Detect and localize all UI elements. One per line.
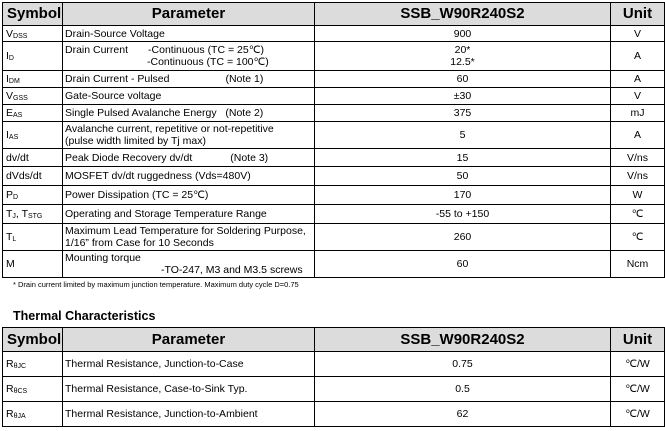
value-cell: 62 <box>315 402 611 427</box>
absolute-maximum-ratings-table <box>2 2 665 278</box>
table-row <box>3 71 665 88</box>
header-unit: Unit <box>611 3 665 26</box>
symbol-cell: $T_L$ <box>3 224 63 251</box>
value-cell: 900 <box>315 26 611 42</box>
parameter-cell: Drain-Source Voltage <box>63 26 315 42</box>
value-cell: 0.5 <box>315 377 611 402</box>
table-row <box>3 167 665 186</box>
table-row <box>3 26 665 42</box>
unit-cell: mJ <box>611 105 665 122</box>
unit-cell: A <box>611 71 665 88</box>
symbol-cell: $R_{\theta CS}$ <box>3 377 63 402</box>
symbol-cell: $E_{AS}$ <box>3 105 63 122</box>
unit-cell: V/ns <box>611 149 665 167</box>
unit-cell: A <box>611 42 665 71</box>
unit-cell: A <box>611 122 665 149</box>
table-row <box>3 149 665 167</box>
symbol-cell: $I_D$ <box>3 42 63 71</box>
unit-cell: ℃ <box>611 205 665 224</box>
unit-cell: ℃/W <box>611 352 665 377</box>
footnote: * Drain current limited by maximum junction temperature. Maximum duty cycle D=0.75 <box>13 280 299 289</box>
table-row <box>3 377 665 402</box>
parameter-cell: Thermal Resistance, Junction-to-Ambient <box>63 402 315 427</box>
section-title: Thermal Characteristics <box>13 309 156 323</box>
parameter-cell: Gate-Source voltage <box>63 88 315 105</box>
symbol-cell: $R_{\theta JA}$ <box>3 402 63 427</box>
symbol-cell: $R_{\theta JC}$ <box>3 352 63 377</box>
unit-cell: ℃/W <box>611 377 665 402</box>
table-row <box>3 251 665 278</box>
table-row <box>3 42 665 71</box>
value-cell: 60 <box>315 71 611 88</box>
value-cell: 60 <box>315 251 611 278</box>
header-symbol: Symbol <box>3 3 63 26</box>
value-cell: 50 <box>315 167 611 186</box>
header-row <box>3 3 665 26</box>
header-symbol: Symbol <box>3 328 63 352</box>
table-row <box>3 205 665 224</box>
value-cell: 15 <box>315 149 611 167</box>
symbol-cell: $I_{AS}$ <box>3 122 63 149</box>
value-cell: 0.75 <box>315 352 611 377</box>
unit-cell: ℃/W <box>611 402 665 427</box>
table-row <box>3 224 665 251</box>
value-cell: 260 <box>315 224 611 251</box>
unit-cell: Ncm <box>611 251 665 278</box>
parameter-cell: Maximum Lead Temperature for Soldering Purpose, 1/16” from Case for 10 Seconds <box>63 224 315 251</box>
parameter-cell: Drain Current -Continuous (TC = 25℃) -Continuous (TC = 100℃) <box>63 42 315 71</box>
unit-cell: W <box>611 186 665 205</box>
parameter-cell: Operating and Storage Temperature Range <box>63 205 315 224</box>
unit-cell: V/ns <box>611 167 665 186</box>
value-cell: 375 <box>315 105 611 122</box>
table-row <box>3 88 665 105</box>
value-cell: 5 <box>315 122 611 149</box>
parameter-cell: Thermal Resistance, Case-to-Sink Typ. <box>63 377 315 402</box>
symbol-cell: $V_{GSS}$ <box>3 88 63 105</box>
unit-cell: V <box>611 26 665 42</box>
parameter-cell: Single Pulsed Avalanche Energy (Note 2) <box>63 105 315 122</box>
symbol-cell: $P_D$ <box>3 186 63 205</box>
table-row <box>3 186 665 205</box>
table-row <box>3 352 665 377</box>
parameter-cell: Power Dissipation (TC = 25℃) <box>63 186 315 205</box>
table-row <box>3 105 665 122</box>
header-unit: Unit <box>611 328 665 352</box>
header-parameter: Parameter <box>63 3 315 26</box>
unit-cell: V <box>611 88 665 105</box>
symbol-cell: dVds/dt <box>3 167 63 186</box>
symbol-cell: $T_J$, $T_{STG}$ <box>3 205 63 224</box>
thermal-characteristics-table <box>2 327 665 427</box>
header-value: SSB_W90R240S2 <box>315 328 611 352</box>
parameter-cell: Avalanche current, repetitive or not-repetitive (pulse width limited by Tj max) <box>63 122 315 149</box>
value-cell: 170 <box>315 186 611 205</box>
symbol-cell: $I_{DM}$ <box>3 71 63 88</box>
parameter-cell: Drain Current - Pulsed (Note 1) <box>63 71 315 88</box>
parameter-cell: MOSFET dv/dt ruggedness (Vds=480V) <box>63 167 315 186</box>
symbol-cell: M <box>3 251 63 278</box>
table-row <box>3 402 665 427</box>
symbol-cell: $V_{DSS}$ <box>3 26 63 42</box>
table-row <box>3 122 665 149</box>
parameter-cell: Mounting torque -TO-247, M3 and M3.5 screws <box>63 251 315 278</box>
value-cell: -55 to +150 <box>315 205 611 224</box>
header-value: SSB_W90R240S2 <box>315 3 611 26</box>
parameter-cell: Thermal Resistance, Junction-to-Case <box>63 352 315 377</box>
value-cell: 20* 12.5* <box>315 42 611 71</box>
unit-cell: ℃ <box>611 224 665 251</box>
parameter-cell: Peak Diode Recovery dv/dt (Note 3) <box>63 149 315 167</box>
value-cell: ±30 <box>315 88 611 105</box>
header-row <box>3 328 665 352</box>
symbol-cell: dv/dt <box>3 149 63 167</box>
header-parameter: Parameter <box>63 328 315 352</box>
